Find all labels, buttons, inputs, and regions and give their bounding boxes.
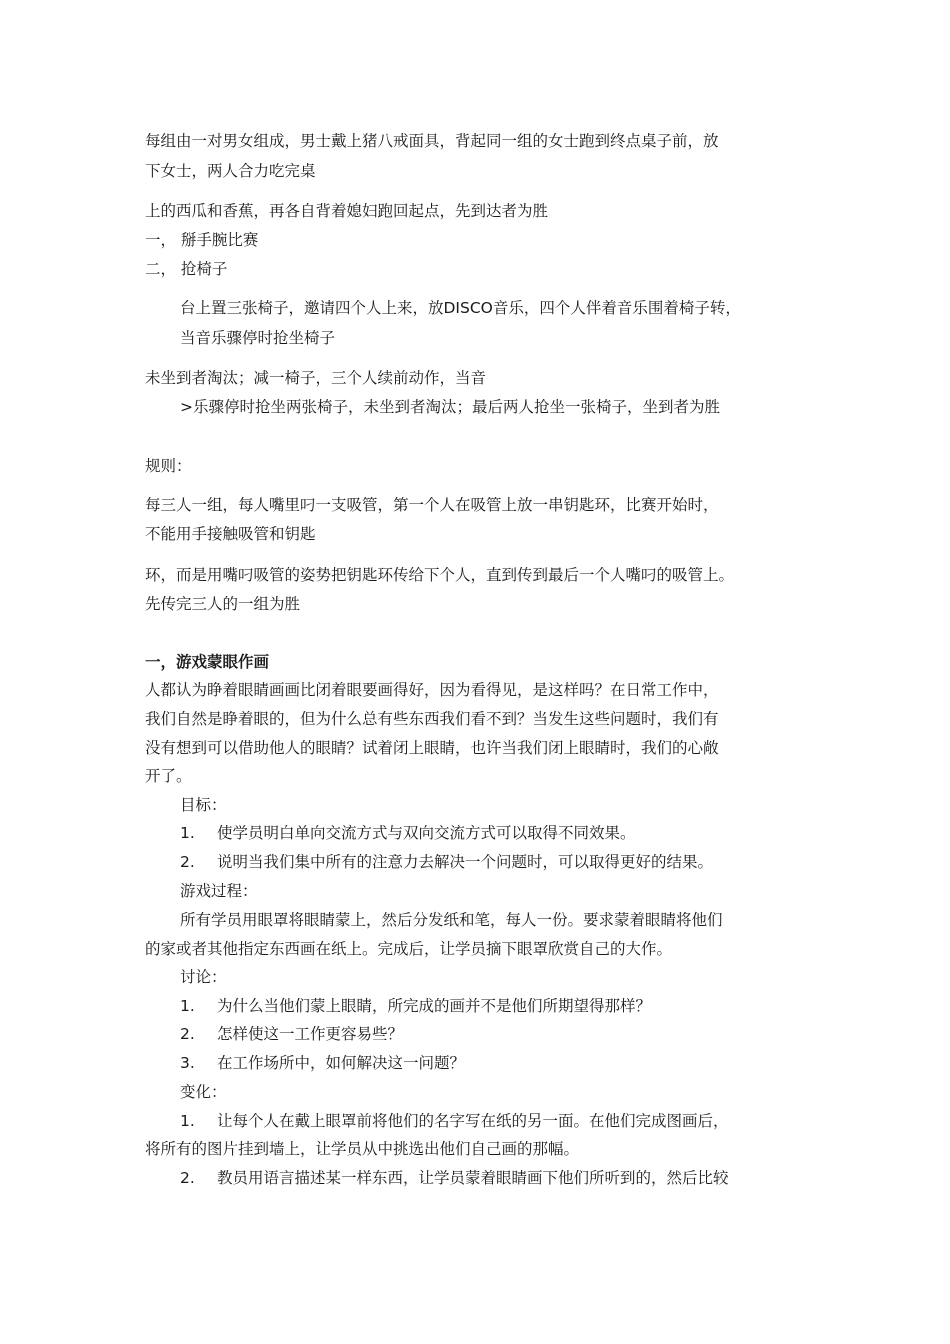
- list-item: 使学员明白单向交流方式与双向交流方式可以取得不同效果。: [217, 824, 636, 842]
- discussion-label: 讨论：: [180, 968, 227, 986]
- paragraph-line: 我们自然是睁着眼的，但为什么总有些东西我们看不到？当发生这些问题时，我们有: [145, 710, 719, 728]
- rules-label: 规则：: [145, 457, 192, 475]
- list-item: 教员用语言描述某一样东西，让学员蒙着眼睛画下他们所听到的，然后比较: [217, 1169, 729, 1187]
- paragraph-line: 将所有的图片挂到墙上，让学员从中挑选出他们自己画的那幅。: [145, 1140, 580, 1158]
- paragraph-line: 开了。: [145, 767, 192, 785]
- list-number: 2.: [180, 1169, 195, 1187]
- paragraph-line: 人都认为睁着眼睛画画比闭着眼要画得好，因为看得见，是这样吗？在日常工作中，: [145, 681, 719, 699]
- paragraph-line: 每组由一对男女组成，男士戴上猪八戒面具，背起同一组的女士跑到终点桌子前，放: [145, 132, 719, 150]
- paragraph-line: 上的西瓜和香蕉，再各自背着媳妇跑回起点，先到达者为胜: [145, 202, 549, 220]
- paragraph-line: 不能用手接触吸管和钥匙: [145, 525, 316, 543]
- variation-label: 变化：: [180, 1083, 227, 1101]
- list-item: 为什么当他们蒙上眼睛，所完成的画并不是他们所期望得那样？: [217, 997, 652, 1015]
- paragraph-line: >乐骤停时抢坐两张椅子，未坐到者淘汰；最后两人抢坐一张椅子，坐到者为胜: [180, 398, 720, 416]
- paragraph-line: 未坐到者淘汰；减一椅子，三个人续前动作，当音: [145, 369, 487, 387]
- paragraph-line: 当音乐骤停时抢坐椅子: [180, 329, 336, 347]
- list-number: 3.: [180, 1054, 195, 1072]
- list-number: 1.: [180, 1112, 195, 1130]
- list-item: 在工作场所中，如何解决这一问题？: [217, 1054, 466, 1072]
- list-number: 1.: [180, 824, 195, 842]
- list-number: 2.: [180, 853, 195, 871]
- list-number: 2.: [180, 1025, 195, 1043]
- paragraph-line: 没有想到可以借助他人的眼睛？试着闭上眼睛，也许当我们闭上眼睛时，我们的心敞: [145, 739, 719, 757]
- paragraph-line: 的家或者其他指定东西画在纸上。完成后，让学员摘下眼罩欣赏自己的大作。: [145, 940, 673, 958]
- list-item-musical-chairs: 二， 抢椅子: [145, 260, 228, 278]
- list-item: 怎样使这一工作更容易些？: [217, 1025, 404, 1043]
- section-heading: 一，游戏蒙眼作画: [145, 653, 270, 671]
- process-label: 游戏过程：: [180, 882, 258, 900]
- list-item-arm-wrestling: 一， 掰手腕比赛: [145, 231, 259, 249]
- list-number: 1.: [180, 997, 195, 1015]
- list-item: 说明当我们集中所有的注意力去解决一个问题时，可以取得更好的结果。: [217, 853, 714, 871]
- paragraph-line: 每三人一组，每人嘴里叼一支吸管，第一个人在吸管上放一串钥匙环，比赛开始时，: [145, 496, 719, 514]
- paragraph-line: 所有学员用眼罩将眼睛蒙上，然后分发纸和笔，每人一份。要求蒙着眼睛将他们: [180, 911, 723, 929]
- paragraph-line: 环，而是用嘴叼吸管的姿势把钥匙环传给下个人，直到传到最后一个人嘴叼的吸管上。: [145, 566, 735, 584]
- paragraph-line: 台上置三张椅子，邀请四个人上来，放DISCO音乐，四个人伴着音乐围着椅子转，: [180, 299, 741, 317]
- list-item: 让每个人在戴上眼罩前将他们的名字写在纸的另一面。在他们完成图画后，: [217, 1112, 729, 1130]
- paragraph-line: 先传完三人的一组为胜: [145, 595, 301, 613]
- goal-label: 目标：: [180, 796, 227, 814]
- paragraph-line: 下女士，两人合力吃完桌: [145, 162, 316, 180]
